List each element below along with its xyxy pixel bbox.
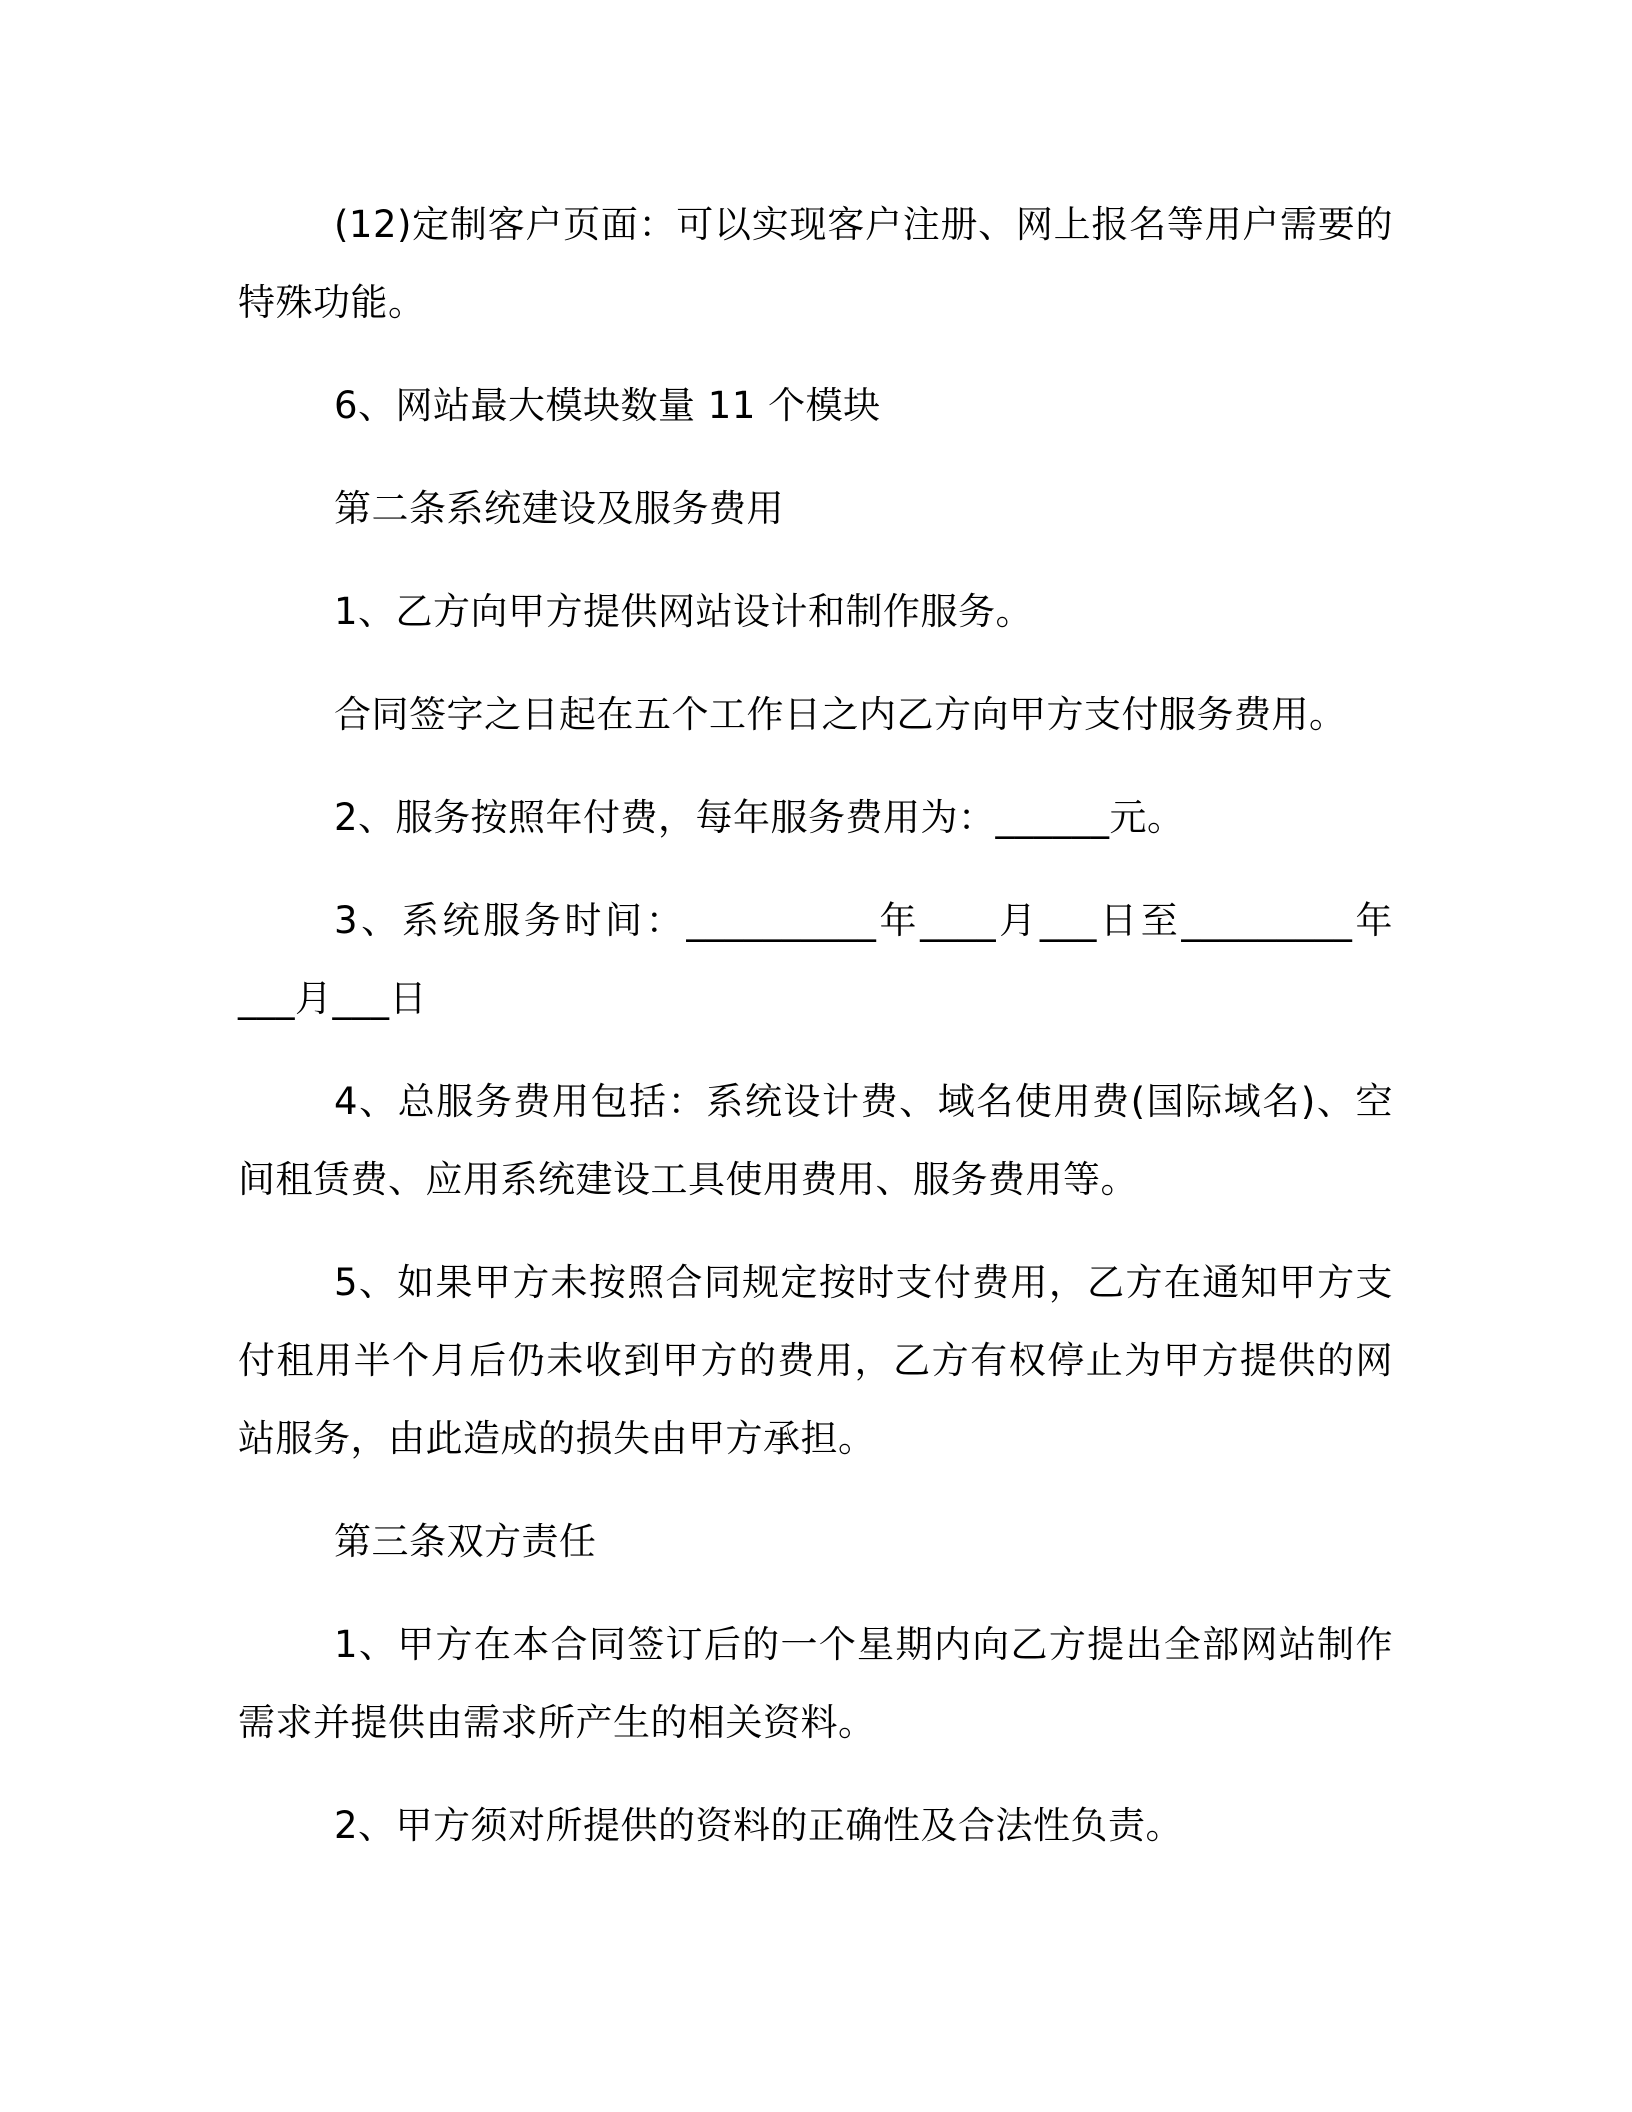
paragraph-custom-client-page: (12)定制客户页面：可以实现客户注册、网上报名等用户需要的特殊功能。 [238,203,1393,324]
paragraph-article-3-item-1: 1、甲方在本合同签订后的一个星期内向乙方提出全部网站制作需求并提供由需求所产生的相关资料。 [238,1623,1393,1744]
section-heading-article-3: 第三条双方责任 [334,1520,597,1563]
paragraph-article-2-item-3: 3、系统服务时间：__________年____月___日至_________年___月___日 [238,899,1393,1020]
paragraph-article-2-item-5: 5、如果甲方未按照合同规定按时支付费用，乙方在通知甲方支付租用半个月后仍未收到甲方的费用，乙方有权停止为甲方提供的网站服务，由此造成的损失由甲方承担。 [238,1261,1393,1460]
section-heading-article-2: 第二条系统建设及服务费用 [334,487,784,530]
paragraph-payment-deadline: 合同签字之日起在五个工作日之内乙方向甲方支付服务费用。 [334,693,1347,736]
document-body [238,186,1393,1890]
paragraph-article-2-item-1: 1、乙方向甲方提供网站设计和制作服务。 [334,590,1034,633]
paragraph-article-2-item-4: 4、总服务费用包括：系统设计费、域名使用费(国际域名)、空间租赁费、应用系统建设工具使用费用、服务费用等。 [238,1080,1393,1201]
paragraph-article-3-item-2: 2、甲方须对所提供的资料的正确性及合法性负责。 [334,1804,1184,1847]
paragraph-max-modules: 6、网站最大模块数量 11 个模块 [334,384,881,427]
paragraph-article-2-item-2: 2、服务按照年付费，每年服务费用为：______元。 [334,796,1185,839]
